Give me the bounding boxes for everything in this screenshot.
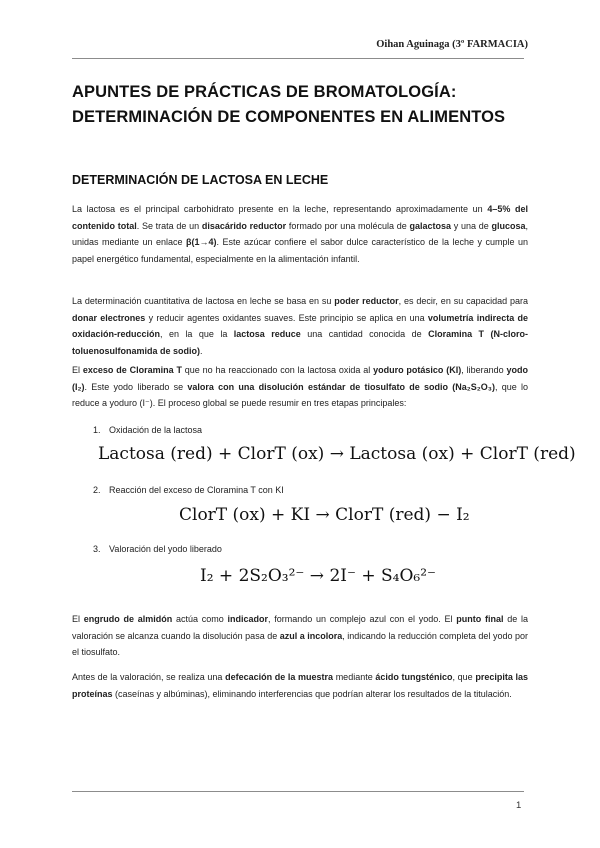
text-run: La lactosa es el principal carbohidrato presente en la leche, representando aproximadamente un xyxy=(72,204,488,214)
bold-run: precipita las proteínas xyxy=(72,672,528,699)
text-run: . Se trata de un xyxy=(136,220,202,231)
paragraph-indicator xyxy=(72,611,528,661)
text-run: , indicando la reducción completa del yodo por el tiosulfato. xyxy=(72,630,528,658)
text-run: La determinación cuantitativa de lactosa en leche se basa en su xyxy=(72,296,335,306)
title-line-2: DETERMINACIÓN DE COMPONENTES EN ALIMENTOS xyxy=(72,108,506,126)
step-number: 1. xyxy=(93,425,101,435)
step-text: Oxidación de la lactosa xyxy=(109,425,203,435)
page-number: 1 xyxy=(516,800,522,811)
text-run: que no ha reaccionado con la lactosa oxida al xyxy=(181,365,374,375)
header-rule xyxy=(72,58,524,59)
paragraph-method xyxy=(72,293,528,359)
step-number: 3. xyxy=(93,544,101,554)
text-run: , liberando xyxy=(461,365,507,375)
bold-run: defecación de la muestra xyxy=(225,672,334,682)
text-run: y una de xyxy=(451,220,492,231)
step-3-label xyxy=(93,544,222,554)
text-run: Antes de la valoración, se realiza una xyxy=(72,672,226,682)
text-run: , que xyxy=(452,672,476,682)
step-text: Reacción del exceso de Cloramina T con KI xyxy=(109,485,284,495)
step-1-label xyxy=(93,425,202,435)
bold-run: lactosa reduce xyxy=(233,329,301,340)
bold-run: yodo (I₂) xyxy=(72,365,529,392)
step-2-label xyxy=(93,485,284,495)
bold-run: volumetría indirecta de oxidación-reducción xyxy=(72,312,528,340)
text-run: . Este yodo liberado se xyxy=(84,381,188,392)
bold-run: Cloramina T (N-cloro-toluenosulfonamida de sodio) xyxy=(72,329,528,356)
text-run: (caseínas y albúminas), eliminando interferencias que podrían alterar los resultados de la titulación. xyxy=(112,688,512,699)
document-title xyxy=(72,80,532,130)
equation-3: I₂ + 2S₂O₃²⁻ → 2I⁻ + S₄O₆²⁻ xyxy=(200,566,437,586)
text-run: , formando un complejo azul con el yodo. El xyxy=(268,614,457,624)
bold-run: galactosa xyxy=(409,220,452,231)
title-line-1: APUNTES DE PRÁCTICAS DE BROMATOLOGÍA: xyxy=(72,83,457,101)
bold-run: valora con una disolución estándar de tiosulfato de sodio (Na₂S₂O₃) xyxy=(187,381,495,392)
bold-run: indicador xyxy=(227,614,268,624)
text-run: , en la que la xyxy=(160,329,234,340)
bold-run: yoduro potásico (KI) xyxy=(373,365,462,375)
bold-run: disacárido reductor xyxy=(201,220,287,231)
paragraph-defecation xyxy=(72,669,528,702)
text-run: , que lo reduce a yoduro (I⁻). El proceso global se puede resumir en tres etapas principales: xyxy=(72,381,529,409)
bold-run: glucosa xyxy=(491,220,526,231)
text-run: mediante xyxy=(333,672,376,682)
bold-run: azul a incolora xyxy=(279,630,343,641)
bold-run: 4–5% del contenido total xyxy=(72,204,528,231)
bold-run: ácido tungsténico xyxy=(375,672,453,682)
text-run: formado por una molécula de xyxy=(286,220,410,231)
text-run: de la valoración se alcanza cuando la disolución pasa de xyxy=(72,614,528,641)
text-run: El xyxy=(72,614,84,624)
header-author: Oihan Aguinaga (3º FARMACIA) xyxy=(376,39,528,50)
text-run: y reducir agentes oxidantes suaves. Este principio se aplica en una xyxy=(145,312,428,323)
paragraph-iodometry xyxy=(72,362,528,412)
bold-run: engrudo de almidón xyxy=(83,614,173,624)
bold-run: poder reductor xyxy=(334,296,399,306)
text-run: una cantidad conocida de xyxy=(300,329,429,340)
text-run: , unidas mediante un enlace xyxy=(72,220,529,248)
text-run: , es decir, en su capacidad para xyxy=(398,296,528,306)
step-text: Valoración del yodo liberado xyxy=(109,544,222,554)
text-run: actúa como xyxy=(172,614,228,624)
section-title: DETERMINACIÓN DE LACTOSA EN LECHE xyxy=(72,173,329,187)
bold-run: donar electrones xyxy=(72,312,146,323)
text-run: El xyxy=(72,365,83,375)
bold-run: punto final xyxy=(456,614,504,624)
text-run: . xyxy=(200,345,203,356)
footer-rule xyxy=(72,791,524,792)
equation-1: Lactosa (red) + ClorT (ox) → Lactosa (ox) + ClorT (red) xyxy=(98,444,576,464)
paragraph-intro xyxy=(72,201,528,267)
step-number: 2. xyxy=(93,485,101,495)
bold-run: β(1→4) xyxy=(186,237,217,248)
bold-run: exceso de Cloramina T xyxy=(82,365,182,375)
equation-2: ClorT (ox) + KI → ClorT (red) − I₂ xyxy=(179,505,470,525)
text-run: . Este azúcar confiere el sabor dulce característico de la leche y cumple un papel energético fundamental, especialmente en la alimentación infantil. xyxy=(72,237,528,264)
